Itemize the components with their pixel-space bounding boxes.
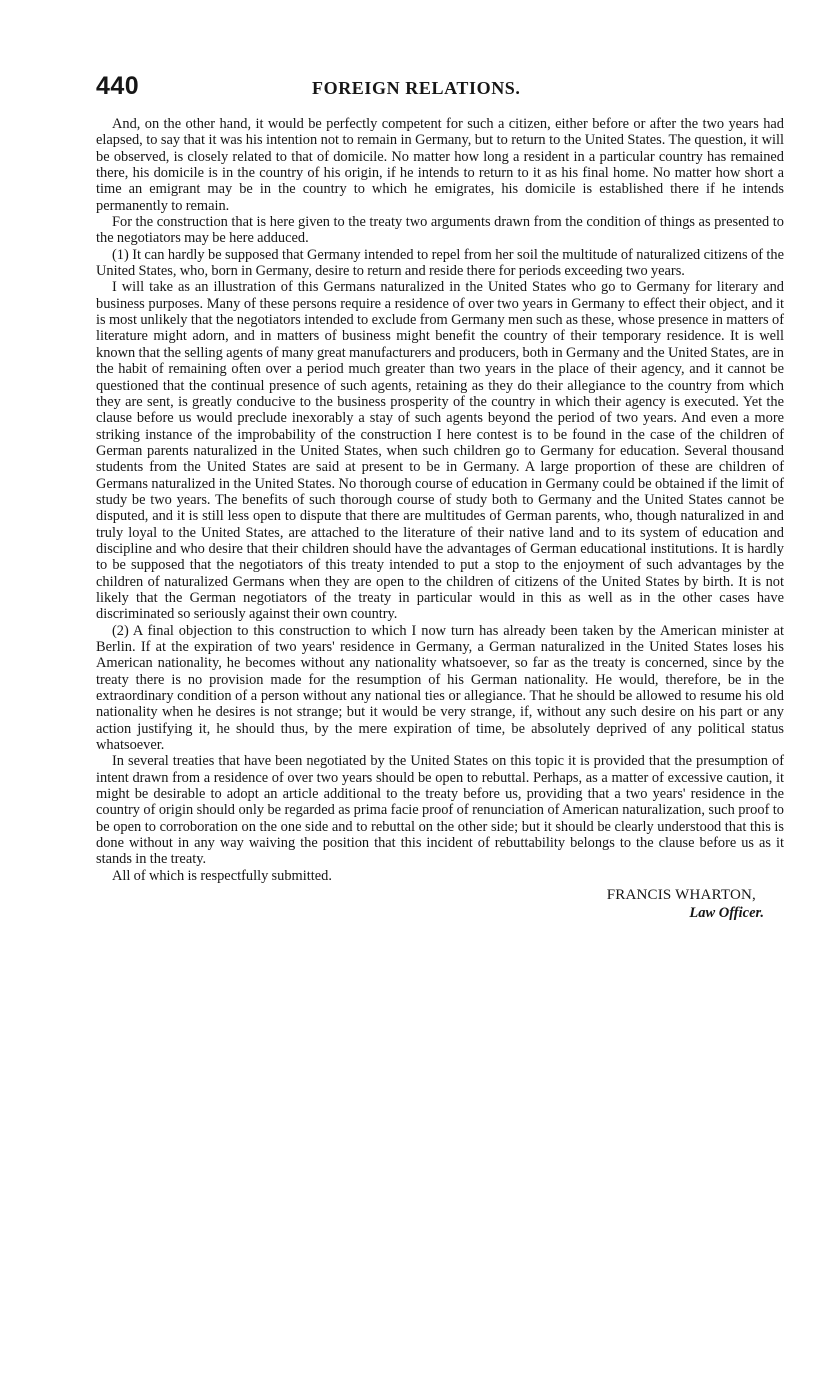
paragraph-closing: All of which is respectfully submitted. xyxy=(112,867,332,884)
page-header xyxy=(96,66,784,106)
document-page xyxy=(96,66,784,927)
running-head: FOREIGN RELATIONS. xyxy=(312,78,521,98)
paragraph-argument-2: (2) A final objection to this construction to which I now turn has already been taken by the American minister at Berlin. If at the expiration of two years' residence in Germany, a German naturalized in the United States loses his American nationality, he becomes without any nationality whatsoever, so far as the treaty is concerned, since by the treaty there is no provision made for the resumption of his German nationality. He would, therefore, be in the extraordinary condition of a person without any national ties or allegiance. That he should be allowed to resume his old nationality when he desires is not strange; but it would be very strange, if, without any such desire on his part or any action justifying it, he should thus, by the mere expiration of time, be absolutely deprived of any political status whatsoever. xyxy=(96,622,784,754)
signer-name: FRANCIS WHARTON, xyxy=(606,887,756,904)
paragraph-domicile: And, on the other hand, it would be perfectly competent for such a citizen, either before or after the two years had elapsed, to say that it was his intention not to remain in Germany, but to return to the United States. The question, it will be observed, is closely related to that of domicile. No matter how long a resident in a particular country has remained there, his domicile is in the country of his origin, if he intends to return to it as his final home. No matter how short a time an emigrant may be in the country to which he emigrates, his domicile is established there if he intends permanently to remain. xyxy=(96,116,784,214)
paragraph-argument-1: (1) It can hardly be supposed that Germany intended to repel from her soil the multitude of naturalized citizens of the United States, who, born in Germany, desire to return and reside there for periods exceeding two years. xyxy=(96,246,784,280)
page-number: 440 xyxy=(96,72,140,100)
body-text xyxy=(96,116,784,884)
paragraph-illustration: I will take as an illustration of this Germans naturalized in the United States who go to Germany for literary and business purposes. Many of these persons require a residence of over two years in Germany to effect their object, and it is most unlikely that the negotiators intended to exclude from Germany men such as these, whose presence in matters of literature might adorn, and in matters of business might benefit the country of their temporary residence. It is well known that the selling agents of many great manufacturers and producers, both in Germany and the United States, are in the habit of remaining often over a period much greater than two years in the place of their agency, and it cannot be questioned that the continual presence of such agents, retaining as they do their allegiance to the country from which they are sent, is greatly conducive to the business prosperity of the country in which their agency is executed. Yet the clause before us would preclude inexorably a stay of such agents beyond the period of two years. And even a more striking instance of the improbability of the construction I here contest is to be found in the case of the children of German parents naturalized in the United States, when such children go to Germany for education. Several thousand students from the United States are said at present to be in Germany. A large proportion of these are children of Germans naturalized in the United States. No thorough course of education in Germany could be obtained if the limit of study be two years. The benefits of such thorough course of study both to Germany and the United States cannot be disputed, and it is still less open to dispute that there are multitudes of German parents, who, though naturalized in and truly loyal to the United States, are attached to the literature of their native land and to its system of education and discipline and who desire that their children should have the advantages of German educational institutions. It is hardly to be supposed that the negotiators of this treaty intended to put a stop to the enjoyment of such advantages by the children of naturalized Germans when they are open to the children of citizens of the United States by birth. It is not likely that the German negotiators of the treaty in particular would in this as well as in the other cases have discriminated so seriously against their own country. xyxy=(96,279,784,623)
signature-block xyxy=(96,887,784,927)
signer-title: Law Officer. xyxy=(689,905,764,922)
paragraph-treaties: In several treaties that have been negotiated by the United States on this topic it is provided that the presumption of intent drawn from a residence of over two years should be open to rebuttal. Perhaps, as a matter of excessive caution, it might be desirable to adopt an article additional to the treaty before us, providing that a two years' residence in the country of origin should only be regarded as prima facie proof of renunciation of American naturalization, such proof to be open to corroboration on the one side and to rebuttal on the other side; but it should be clearly understood that this is done without in any way waiving the position that this incident of rebuttability belongs to the clause before us as it stands in the treaty. xyxy=(96,753,784,868)
paragraph-arguments-intro: For the construction that is here given to the treaty two arguments drawn from the condition of things as presented to the negotiators may be here adduced. xyxy=(96,214,784,247)
